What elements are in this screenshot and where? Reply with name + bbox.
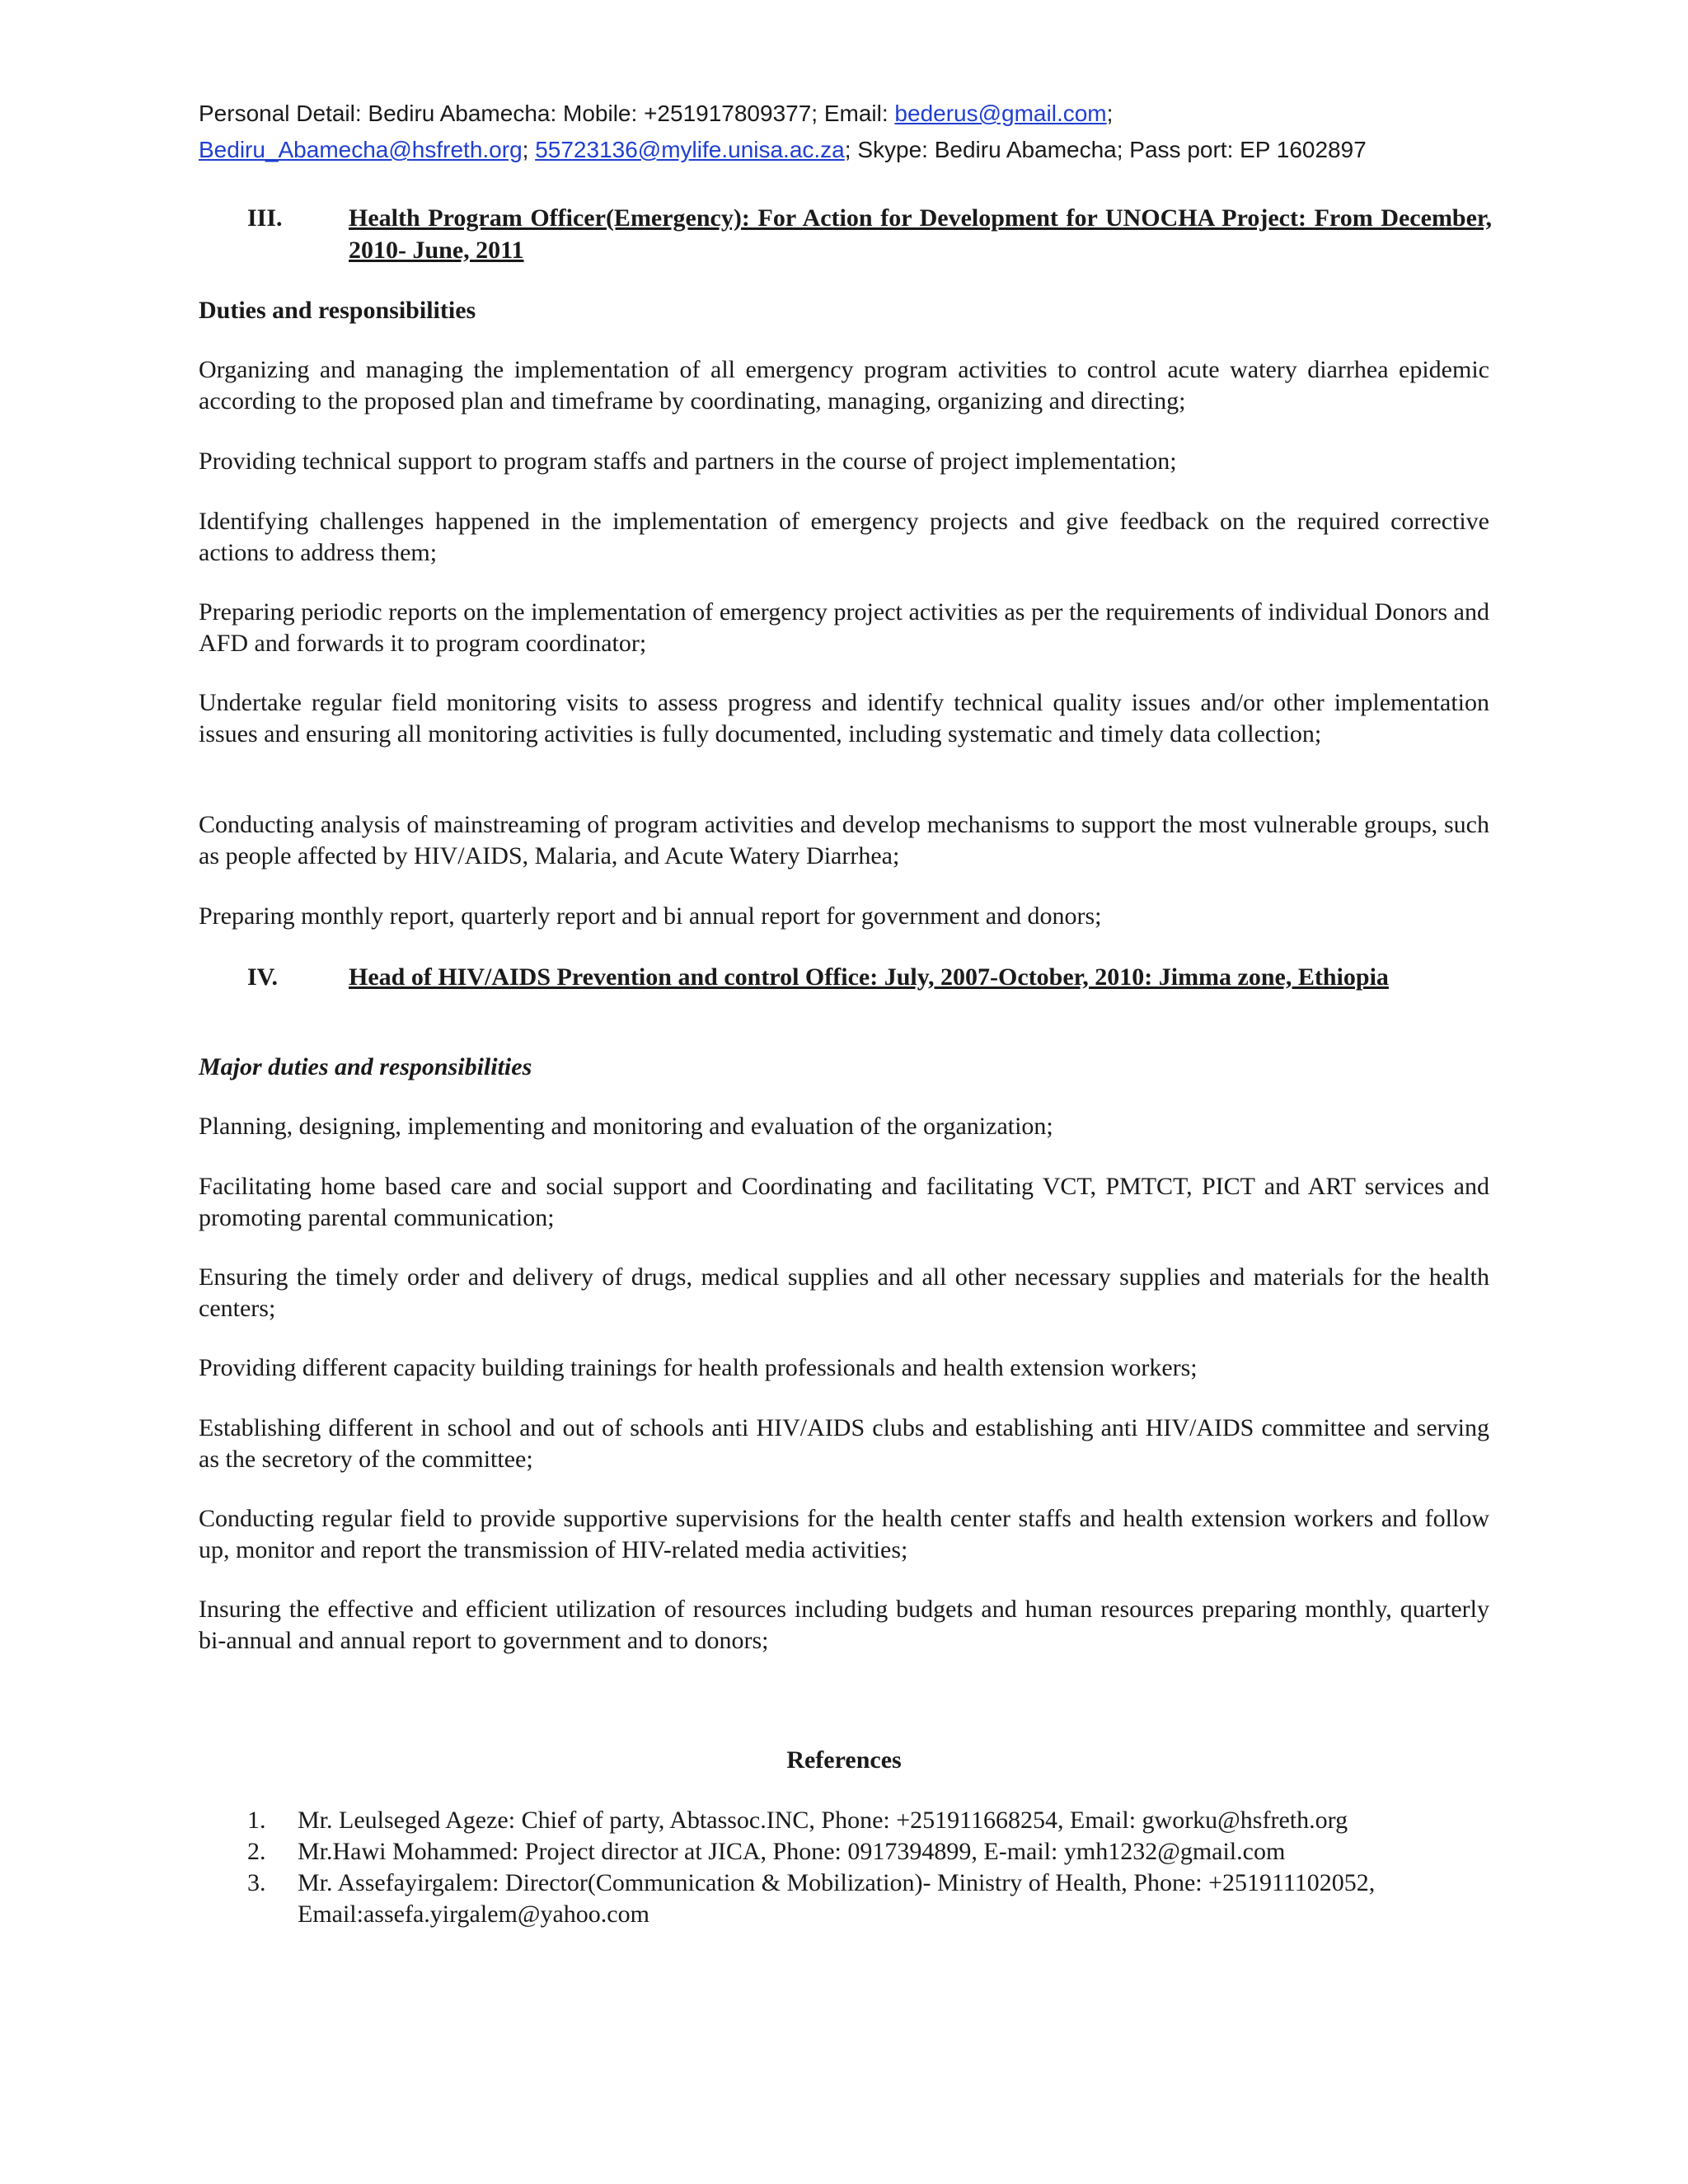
reference-number: 2.: [247, 1838, 266, 1865]
section-number: IV.: [247, 963, 278, 991]
duty-paragraph: Undertake regular field monitoring visits to assess progress and identify technical quality issues and/or other implementation issues and ensuring all monitoring activities is fully documented, including systematic and timely data collection;: [199, 689, 1489, 748]
duty-paragraph: Planning, designing, implementing and monitoring and evaluation of the organization;: [199, 1113, 1053, 1140]
duty-paragraph: Conducting regular field to provide supportive supervisions for the health center staffs and health extension workers and follow up, monitor and report the transmission of HIV-related media activities;: [199, 1505, 1489, 1563]
section-title: Head of HIV/AIDS Prevention and control Office: July, 2007-October, 2010: Jimma zone, Ethiopia: [349, 963, 1389, 991]
duty-paragraph: Preparing periodic reports on the implementation of emergency project activities as per the requirements of individual Donors and AFD and forwards it to program coordinator;: [199, 598, 1489, 657]
reference-text: Mr.Hawi Mohammed: Project director at JICA, Phone: 0917394899, E-mail: ymh1232@gmail.com: [298, 1838, 1286, 1865]
duty-paragraph: Conducting analysis of mainstreaming of program activities and develop mechanisms to support the most vulnerable groups, such as people affected by HIV/AIDS, Malaria, and Acute Watery Diarrhea;: [199, 811, 1489, 869]
major-duties-subheading: Major duties and responsibilities: [199, 1053, 532, 1080]
personal-detail-line-1: [199, 97, 1501, 130]
references-heading: References: [786, 1746, 902, 1774]
email-link-unisa[interactable]: 55723136@mylife.unisa.ac.za: [535, 137, 845, 162]
duty-paragraph: Ensuring the timely order and delivery of drugs, medical supplies and all other necessary supplies and materials for the health centers;: [199, 1263, 1489, 1322]
skype-passport-text: ; Skype: Bediru Abamecha; Pass port: EP 1602897: [844, 137, 1367, 162]
separator: ;: [1106, 101, 1114, 126]
email-link-hsfreth[interactable]: Bediru_Abamecha@hsfreth.org: [199, 137, 523, 162]
duty-paragraph: Insuring the effective and efficient utilization of resources including budgets and human resources preparing monthly, quarterly bi-annual and annual report to government and to donors;: [199, 1596, 1489, 1654]
duty-paragraph: Providing different capacity building trainings for health professionals and health extension workers;: [199, 1354, 1198, 1381]
section-title: Health Program Officer(Emergency): For Action for Development for UNOCHA Project: From December, 2010- June, 2011: [349, 204, 1492, 264]
reference-number: 3.: [247, 1869, 266, 1896]
duty-paragraph: Identifying challenges happened in the implementation of emergency projects and give feedback on the required corrective actions to address them;: [199, 508, 1489, 566]
reference-text: Mr. Assefayirgalem: Director(Communication & Mobilization)- Ministry of Health, Phone: +251911102052, Email:assefa.yirgalem@yahoo.com: [298, 1869, 1376, 1928]
personal-detail-line-2: [199, 134, 1501, 166]
personal-detail-text: Personal Detail: Bediru Abamecha: Mobile: +251917809377; Email:: [199, 101, 895, 126]
separator: ;: [522, 137, 536, 162]
duty-paragraph: Organizing and managing the implementation of all emergency program activities to control acute watery diarrhea epidemic according to the proposed plan and timeframe by coordinating, managing, organizing and directing;: [199, 356, 1489, 415]
reference-text: Mr. Leulseged Ageze: Chief of party, Abtassoc.INC, Phone: +251911668254, Email: gworku@hsfreth.org: [298, 1807, 1348, 1834]
duty-paragraph: Preparing monthly report, quarterly report and bi annual report for government and donors;: [199, 902, 1102, 930]
duty-paragraph: Establishing different in school and out of schools anti HIV/AIDS clubs and establishing anti HIV/AIDS committee and serving as the secretory of the committee;: [199, 1414, 1489, 1473]
section-number: III.: [247, 204, 283, 232]
duty-paragraph: Providing technical support to program staffs and partners in the course of project implementation;: [199, 448, 1177, 475]
duties-subheading: Duties and responsibilities: [199, 297, 476, 324]
reference-number: 1.: [247, 1807, 266, 1834]
email-link-gmail[interactable]: bederus@gmail.com: [894, 101, 1107, 126]
duty-paragraph: Facilitating home based care and social support and Coordinating and facilitating VCT, PMTCT, PICT and ART services and promoting parental communication;: [199, 1173, 1489, 1231]
